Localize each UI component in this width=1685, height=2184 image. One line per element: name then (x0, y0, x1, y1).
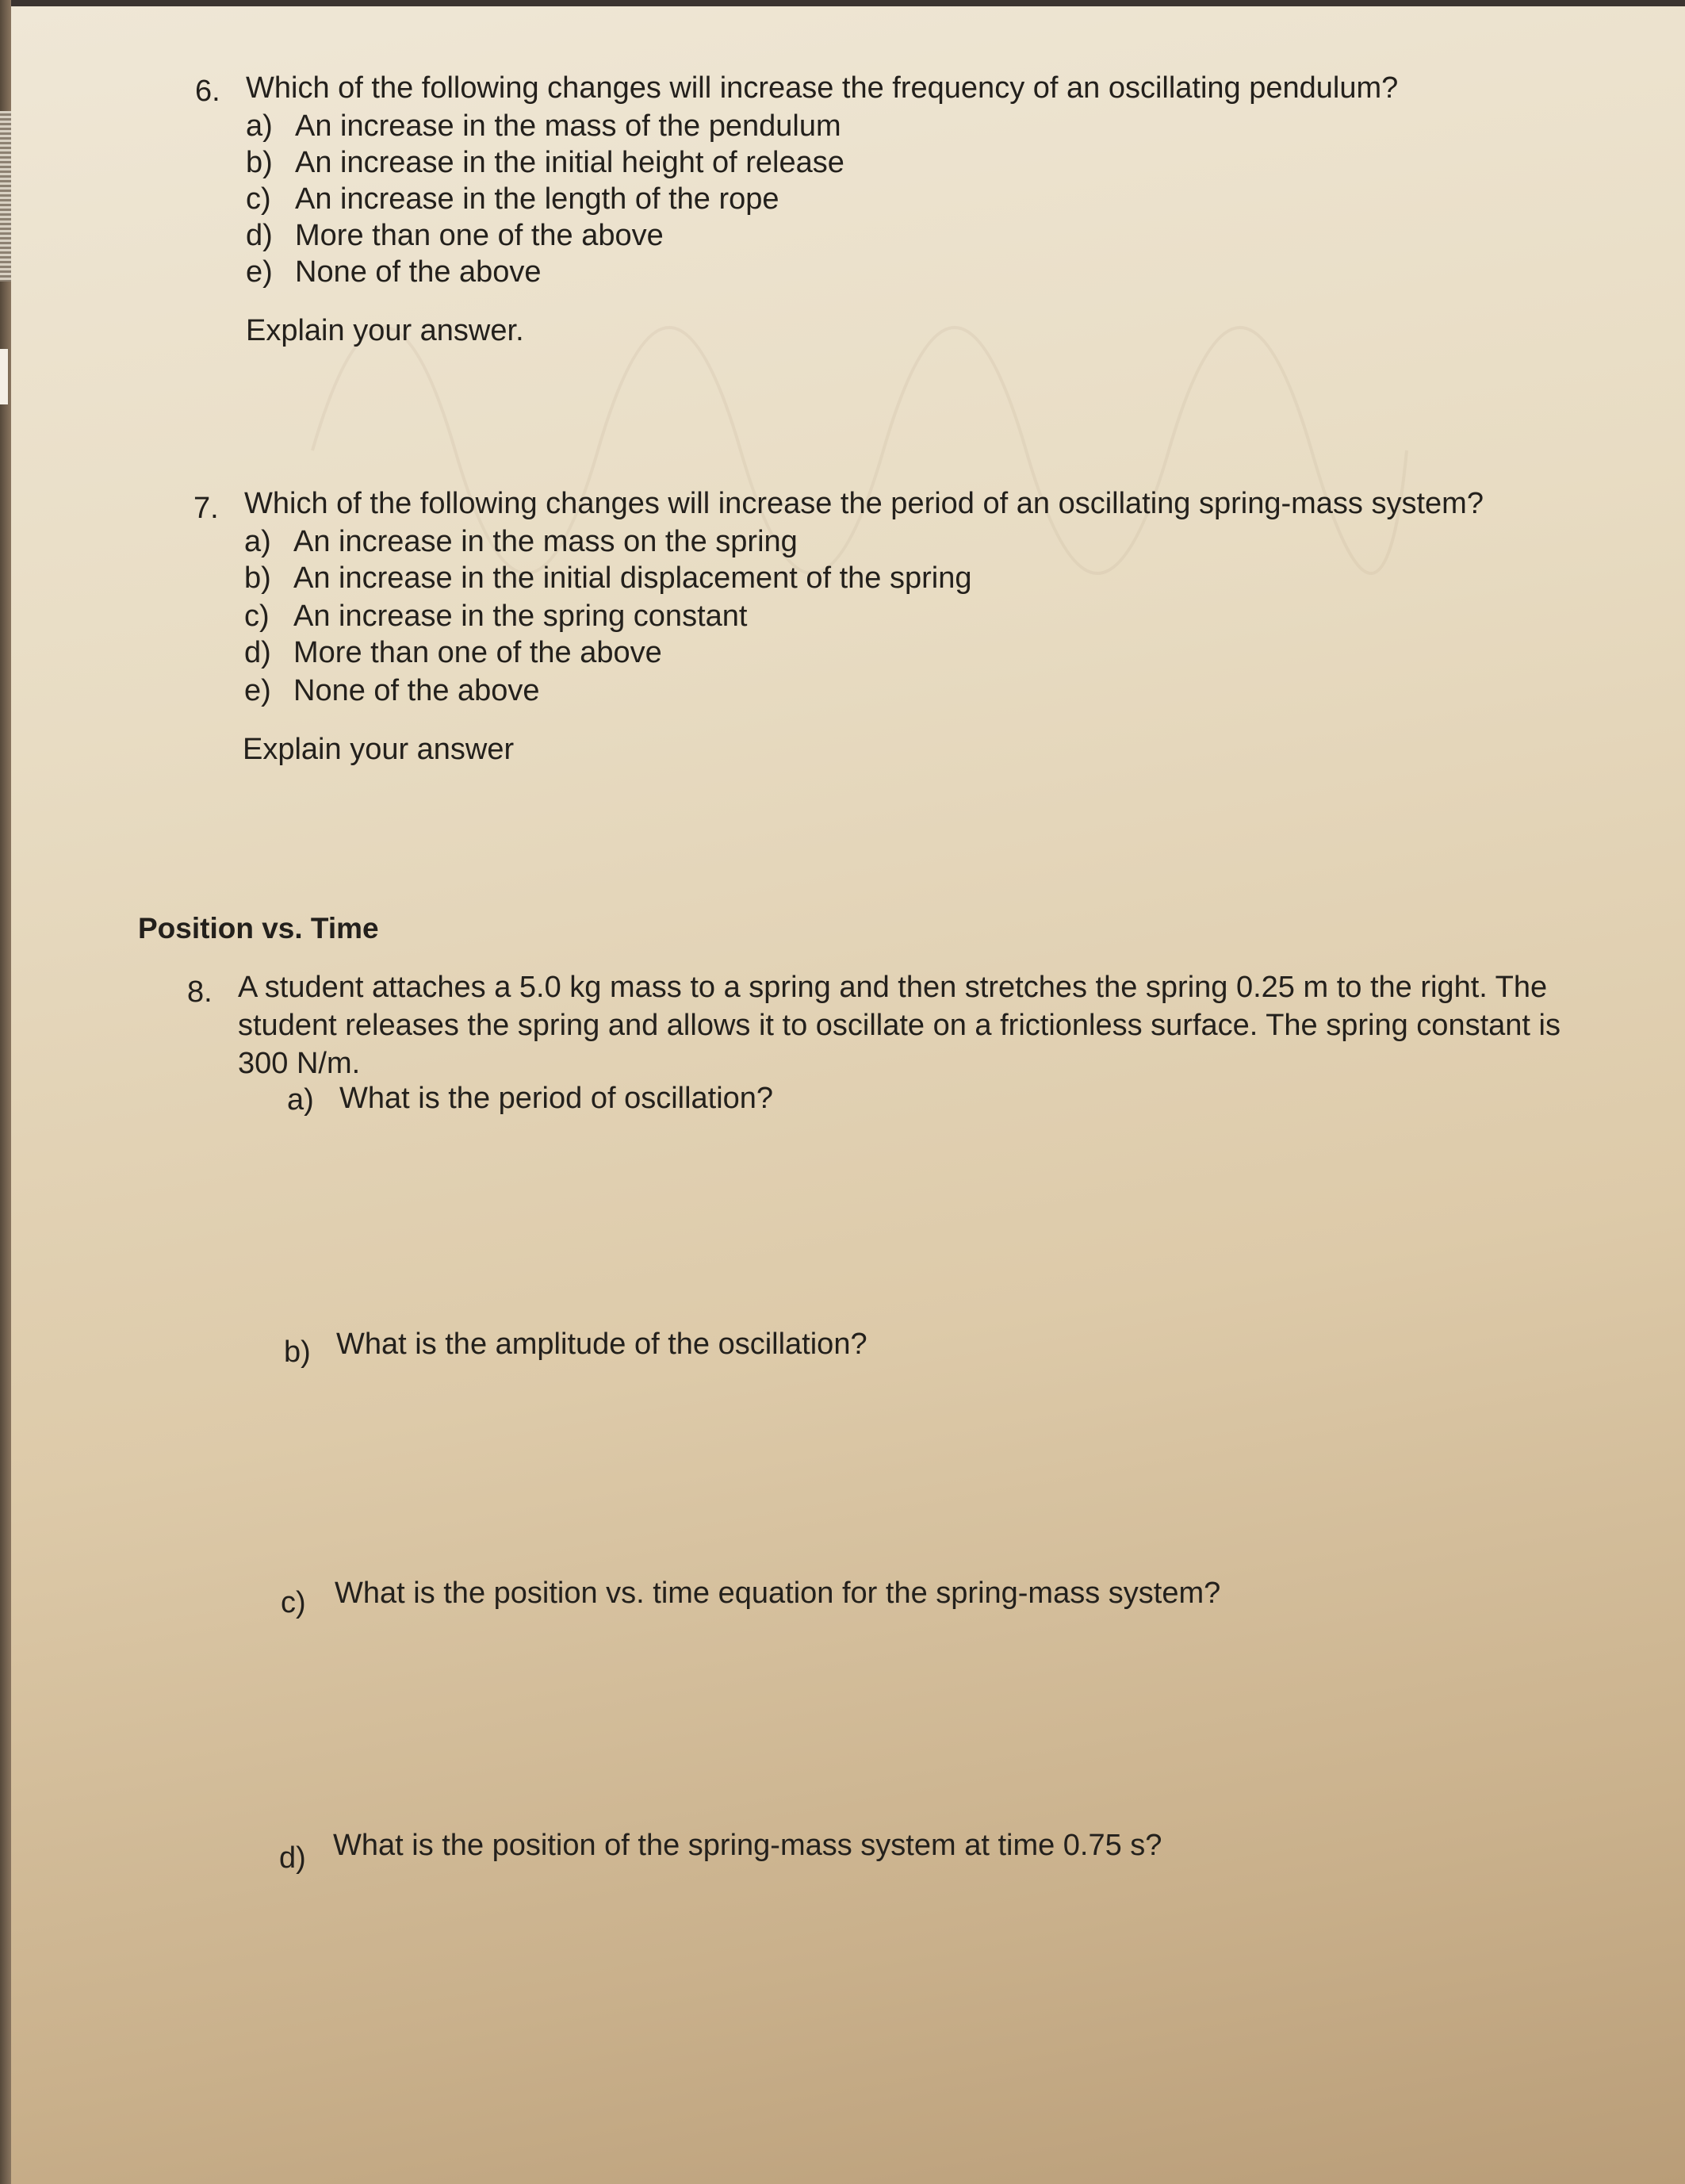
q8-stem-line-3: 300 N/m. (238, 1047, 361, 1080)
q8-number: 8. (187, 975, 213, 1009)
binder-edge (0, 111, 11, 282)
q7-number: 7. (193, 492, 219, 525)
q7-option-c: An increase in the spring constant (293, 600, 748, 633)
q7-question: Which of the following changes will increase the period of an oscillating spring-mass system? (244, 487, 1484, 520)
q7-option-b-letter: b) (244, 561, 271, 595)
q8-stem-line-1: A student attaches a 5.0 kg mass to a spring and then stretches the spring 0.25 m to the right. The (238, 971, 1548, 1004)
q6-option-b-letter: b) (246, 146, 273, 179)
q7-option-d-letter: d) (244, 636, 271, 669)
paper-tab (0, 349, 8, 404)
q6-option-a: An increase in the mass of the pendulum (295, 109, 841, 143)
q6-question: Which of the following changes will increase the frequency of an oscillating pendulum? (246, 71, 1399, 105)
q6-option-d: More than one of the above (295, 219, 664, 252)
q6-option-e-letter: e) (246, 255, 273, 289)
q6-option-e: None of the above (295, 255, 542, 289)
q8-part-b: What is the amplitude of the oscillation? (336, 1328, 867, 1361)
q8-part-c: What is the position vs. time equation for the spring-mass system? (335, 1577, 1221, 1610)
q8-part-c-letter: c) (281, 1586, 306, 1619)
q7-option-a-letter: a) (244, 525, 271, 558)
q8-stem-line-2: student releases the spring and allows it to oscillate on a frictionless surface. The spring constant is (238, 1009, 1561, 1042)
section-heading: Position vs. Time (138, 912, 379, 944)
q7-option-d: More than one of the above (293, 636, 662, 669)
q6-explain-prompt: Explain your answer. (246, 314, 524, 347)
q6-option-a-letter: a) (246, 109, 273, 143)
background-left-edge (0, 0, 11, 2184)
q8-part-d-letter: d) (279, 1841, 306, 1875)
q6-option-c: An increase in the length of the rope (295, 182, 779, 216)
q8-part-a-letter: a) (287, 1083, 314, 1117)
q8-part-b-letter: b) (284, 1335, 311, 1369)
q8-part-a: What is the period of oscillation? (339, 1082, 774, 1115)
q6-number: 6. (195, 75, 220, 108)
q6-option-d-letter: d) (246, 219, 273, 252)
q7-option-e-letter: e) (244, 674, 271, 707)
q7-explain-prompt: Explain your answer (243, 733, 515, 766)
q8-part-d: What is the position of the spring-mass system at time 0.75 s? (333, 1829, 1162, 1862)
q6-option-b: An increase in the initial height of release (295, 146, 844, 179)
q7-option-c-letter: c) (244, 600, 270, 633)
worksheet-page (11, 6, 1685, 2184)
q7-option-b: An increase in the initial displacement of the spring (293, 561, 972, 595)
q7-option-e: None of the above (293, 674, 540, 707)
q6-option-c-letter: c) (246, 182, 271, 216)
q7-option-a: An increase in the mass on the spring (293, 525, 798, 558)
